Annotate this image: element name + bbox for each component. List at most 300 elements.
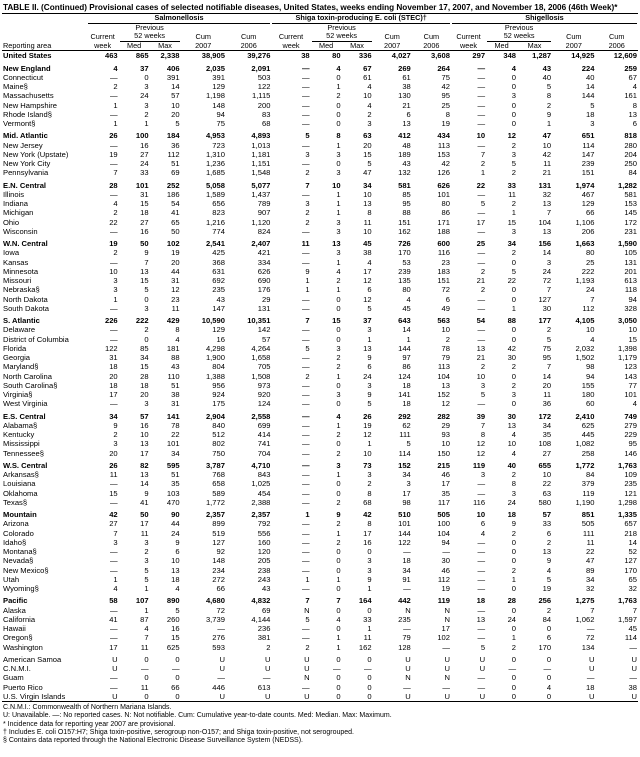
area-name: Wisconsin <box>3 226 38 236</box>
table-cell: 88 <box>402 208 411 218</box>
table-cell: 0 <box>546 624 552 634</box>
table-cell: 116 <box>437 248 450 258</box>
table-cell: 0 <box>511 371 517 381</box>
table-cell: 25 <box>476 239 486 249</box>
table-cell: 2,388 <box>251 497 271 507</box>
table-cell: 3 <box>480 380 486 390</box>
table-cell: 130 <box>398 91 411 101</box>
table-cell: 4,027 <box>391 51 411 61</box>
table-cell: 10 <box>476 510 486 520</box>
table-cell: 3 <box>367 470 372 480</box>
table-cell: — <box>302 399 310 409</box>
table-cell: 13 <box>363 199 372 209</box>
table-cell: 131 <box>624 257 637 267</box>
table-cell: 5 <box>480 642 486 652</box>
table-cell: 20 <box>140 390 149 400</box>
table-cell: 21 <box>476 353 486 363</box>
table-cell: 27 <box>140 217 149 227</box>
table-cell: 17 <box>109 390 118 400</box>
table-cell: 1,658 <box>251 353 271 363</box>
table-cell: 108 <box>538 439 552 449</box>
table-cell: 348 <box>503 51 517 61</box>
table-row <box>2 566 638 575</box>
area-name: Pacific <box>3 596 28 606</box>
table-cell: 1 <box>305 510 310 520</box>
table-cell: 0 <box>511 654 517 664</box>
table-cell: 78 <box>441 343 450 353</box>
table-cell: — <box>477 605 486 615</box>
table-cell: — <box>302 109 310 119</box>
table-cell: 2 <box>336 362 341 372</box>
table-cell: — <box>442 642 450 652</box>
table-cell: — <box>302 91 310 101</box>
table-cell: 0 <box>311 692 342 702</box>
group-salmonellosis: Salmonellosis <box>88 14 271 24</box>
table-cell: 3 <box>144 556 149 566</box>
table-cell: 5 <box>406 439 411 449</box>
table-cell: 0 <box>511 325 517 335</box>
table-cell: U <box>631 654 637 664</box>
table-cell: 69 <box>261 605 271 615</box>
table-cell: 238 <box>257 565 271 575</box>
table-cell: 19 <box>109 239 118 249</box>
table-cell: — <box>477 226 486 236</box>
table-cell: 24 <box>171 528 180 538</box>
table-cell: 2 <box>546 537 552 547</box>
table-cell: 17 <box>140 448 149 458</box>
table-cell: 2 <box>546 605 552 615</box>
table-cell: 0 <box>511 109 517 119</box>
table-cell: 1 <box>305 574 310 584</box>
table-cell: 4 <box>590 334 595 344</box>
table-cell: 114 <box>624 633 637 643</box>
area-name: Maryland§ <box>3 362 39 372</box>
table-cell: 6 <box>546 528 552 538</box>
table-cell: 91 <box>402 574 411 584</box>
table-cell: 8 <box>336 131 341 141</box>
table-cell: 1,900 <box>205 353 225 363</box>
table-cell: 161 <box>624 91 637 101</box>
table-row <box>2 606 638 615</box>
table-cell: 122 <box>398 537 411 547</box>
table-cell: 10 <box>586 325 595 335</box>
table-cell: 1 <box>144 584 149 594</box>
table-cell: — <box>403 624 411 634</box>
table-row <box>2 258 638 267</box>
table-cell: 206 <box>581 226 595 236</box>
table-cell: 0 <box>336 100 341 110</box>
area-name: Illinois <box>3 189 25 199</box>
area-name: Oklahoma <box>3 488 38 498</box>
table-cell: 84 <box>628 168 637 178</box>
table-cell: 1,025 <box>251 479 271 489</box>
table-cell: 34 <box>140 353 149 363</box>
table-cell: 2 <box>480 266 486 276</box>
table-cell: 3 <box>144 399 149 409</box>
table-row <box>2 538 638 547</box>
table-cell: — <box>302 226 310 236</box>
table-row <box>2 683 638 692</box>
table-cell: — <box>302 624 310 634</box>
table-cell: 226 <box>104 316 118 326</box>
table-cell: 22 <box>476 180 486 190</box>
table-cell: 3 <box>511 390 517 400</box>
area-name: W.S. Central <box>3 460 48 470</box>
table-cell: 4 <box>336 614 341 624</box>
table-cell: — <box>477 682 486 692</box>
table-cell: 235 <box>398 614 411 624</box>
table-cell: 92 <box>216 547 225 557</box>
table-cell: 2 <box>144 109 149 119</box>
table-cell: 1,597 <box>617 614 637 624</box>
table-cell: 34 <box>363 180 372 190</box>
table-cell: 2,541 <box>205 239 225 249</box>
table-cell: 3 <box>480 470 486 480</box>
table-row <box>2 479 638 488</box>
table-cell: 1,062 <box>575 614 595 624</box>
table-cell: 0 <box>336 565 341 575</box>
table-cell: 50 <box>140 239 149 249</box>
area-name: Tennessee§ <box>3 448 44 458</box>
table-cell: 4 <box>632 82 637 92</box>
table-cell: 80 <box>332 51 341 61</box>
table-cell: 15 <box>140 199 149 209</box>
table-cell: 973 <box>257 380 271 390</box>
table-cell: U <box>264 654 271 664</box>
table-cell: 3 <box>590 119 595 129</box>
area-name: S. Atlantic <box>3 316 40 326</box>
area-name: U.S. Virgin Islands <box>2 692 87 702</box>
table-cell: 104 <box>437 528 450 538</box>
table-cell: 215 <box>437 460 450 470</box>
area-name: California <box>3 614 36 624</box>
table-cell: 37 <box>140 63 149 73</box>
table-cell: 8 <box>480 430 486 440</box>
table-cell: 12 <box>476 448 486 458</box>
table-cell: 276 <box>212 633 225 643</box>
table-row <box>2 633 638 642</box>
table-cell: 442 <box>398 596 411 606</box>
table-row <box>2 498 638 507</box>
table-row <box>2 575 638 584</box>
table-row <box>2 430 638 439</box>
table-cell: 51 <box>171 159 180 169</box>
table-cell: 43 <box>402 159 411 169</box>
area-name: New Hampshire <box>3 100 58 110</box>
table-cell: 3,787 <box>205 460 225 470</box>
table-cell: 920 <box>257 390 271 400</box>
table-cell: — <box>477 584 486 594</box>
table-cell: 36 <box>171 140 180 150</box>
table-cell: 131 <box>257 303 271 313</box>
table-cell: 792 <box>257 519 271 529</box>
table-cell: 0 <box>336 109 341 119</box>
table-cell: 726 <box>398 239 411 249</box>
table-cell: 9 <box>546 556 552 566</box>
table-cell: 0 <box>367 682 372 692</box>
table-row <box>2 664 638 673</box>
table-row <box>2 267 638 276</box>
table-cell: — <box>110 303 118 313</box>
table-cell: 3 <box>336 217 341 227</box>
table-cell: 336 <box>358 51 372 61</box>
table-cell: 229 <box>624 430 637 440</box>
table-cell: 4,298 <box>205 343 225 353</box>
table-cell: 4 <box>367 82 372 92</box>
weeks52-label: 52 weeks <box>120 32 180 42</box>
table-cell: 1 <box>511 574 517 584</box>
table-cell: 23 <box>171 294 180 304</box>
table-cell: — <box>110 109 118 119</box>
year-2007-label: 2007 <box>552 42 595 51</box>
table-cell: 104 <box>437 371 450 381</box>
table-cell: 65 <box>628 574 637 584</box>
table-cell: 0 <box>150 692 181 702</box>
table-cell: 66 <box>216 584 225 594</box>
table-cell: 0 <box>511 82 517 92</box>
footnote: C.N.M.I.: Commonwealth of Northern Mariana Islands. <box>3 704 172 712</box>
table-cell: 18 <box>140 208 149 218</box>
table-cell: 15 <box>109 488 118 498</box>
table-cell: 200 <box>257 100 271 110</box>
area-name: Alaska <box>3 605 26 615</box>
table-cell: 4 <box>546 682 552 692</box>
table-cell: 150 <box>437 448 450 458</box>
table-cell: 145 <box>624 208 637 218</box>
table-cell: 5 <box>511 266 517 276</box>
table-row <box>2 295 638 304</box>
table-row <box>2 101 638 110</box>
table-cell: 6 <box>445 294 450 304</box>
area-name: New Jersey <box>3 140 43 150</box>
table-cell: 42 <box>507 343 517 353</box>
table-cell: — <box>302 448 310 458</box>
table-cell: 2,035 <box>205 63 225 73</box>
table-cell: 463 <box>104 51 118 61</box>
table-cell: — <box>110 91 118 101</box>
table-cell: 40 <box>507 460 517 470</box>
table-cell: 87 <box>140 614 149 624</box>
table-cell: 22 <box>507 276 517 286</box>
table-cell: 13 <box>140 266 149 276</box>
table-cell: 72 <box>542 276 552 286</box>
table-cell: 1 <box>336 82 341 92</box>
table-cell: 9 <box>511 519 517 529</box>
table-cell: 18 <box>402 399 411 409</box>
table-cell: — <box>477 109 486 119</box>
table-cell: 34 <box>586 574 595 584</box>
table-cell: 368 <box>212 257 225 267</box>
table-cell: 20 <box>363 140 372 150</box>
area-name: E.S. Central <box>3 411 46 421</box>
table-cell: 470 <box>166 497 180 507</box>
table-cell: 3 <box>367 119 372 129</box>
table-cell: 4,710 <box>251 460 271 470</box>
table-cell: — <box>302 303 310 313</box>
table-cell: 49 <box>441 303 450 313</box>
table-cell: — <box>110 189 118 199</box>
table-cell: 32 <box>628 584 637 594</box>
table-cell: 3 <box>511 149 517 159</box>
area-name: Idaho§ <box>3 537 27 547</box>
table-cell: 47 <box>542 131 552 141</box>
table-cell: 4,144 <box>251 614 271 624</box>
table-cell: 1 <box>336 208 341 218</box>
table-cell: 162 <box>398 226 411 236</box>
max-label: Max <box>517 42 552 51</box>
table-cell: 3,050 <box>617 316 637 326</box>
table-cell: 86 <box>402 362 411 372</box>
table-cell: 18 <box>109 380 118 390</box>
table-cell: 699 <box>257 420 271 430</box>
table-cell: 114 <box>398 448 411 458</box>
table-cell: 5 <box>305 614 310 624</box>
table-cell: — <box>302 159 310 169</box>
reporting-area-header: Reporting area <box>2 42 87 51</box>
table-cell: 3,739 <box>205 614 225 624</box>
area-name: Mid. Atlantic <box>3 131 48 141</box>
table-cell: — <box>302 362 310 372</box>
table-cell: — <box>302 189 310 199</box>
table-cell: 3 <box>113 285 118 295</box>
footnote: § Contains data reported through the National Electronic Disease Surveillance System (NEDSS). <box>3 737 303 745</box>
table-cell: 129 <box>212 82 225 92</box>
table-cell: 61 <box>363 72 372 82</box>
table-cell: 54 <box>171 199 180 209</box>
table-cell: 19 <box>171 248 180 258</box>
table-cell: 2 <box>480 159 486 169</box>
table-cell: 956 <box>212 380 225 390</box>
table-cell: 95 <box>441 91 450 101</box>
table-cell: 10 <box>332 180 341 190</box>
table-cell: 10,590 <box>201 316 225 326</box>
table-cell: 264 <box>437 63 450 73</box>
table-cell: — <box>477 72 486 82</box>
table-cell: 0 <box>336 439 341 449</box>
table-cell: 1 <box>113 100 118 110</box>
table-row <box>2 159 638 168</box>
table-cell: — <box>302 537 310 547</box>
table-cell: 8 <box>511 479 517 489</box>
table-cell: 1,236 <box>205 159 225 169</box>
table-cell: 0 <box>336 624 341 634</box>
table-cell: 153 <box>624 199 637 209</box>
table-cell: 5 <box>546 82 552 92</box>
table-cell: — <box>363 664 372 674</box>
table-cell: 13 <box>363 343 372 353</box>
year-2006-label: 2006 <box>226 42 271 51</box>
table-cell: 239 <box>581 159 595 169</box>
year-2006-label: 2006 <box>595 42 638 51</box>
table-cell: 104 <box>538 217 552 227</box>
table-cell: 98 <box>586 362 595 372</box>
table-cell: 26 <box>109 131 118 141</box>
table-cell: 3 <box>113 276 118 286</box>
area-name: Delaware <box>3 325 36 335</box>
table-cell: 9 <box>113 420 118 430</box>
table-cell: 19 <box>109 149 118 159</box>
table-row <box>2 655 638 664</box>
table-cell: 94 <box>216 109 225 119</box>
table-cell: 625 <box>581 420 595 430</box>
table-cell: 2,410 <box>575 411 595 421</box>
table-cell: 3 <box>144 82 149 92</box>
table-cell: 131 <box>538 180 552 190</box>
table-row <box>2 362 638 371</box>
table-cell: 94 <box>628 294 637 304</box>
table-cell: 239 <box>398 266 411 276</box>
disease-table <box>2 13 638 702</box>
table-cell: 22 <box>109 217 118 227</box>
table-cell: — <box>302 390 310 400</box>
table-cell: 80 <box>586 248 595 258</box>
table-cell: 5 <box>511 159 517 169</box>
table-cell: 33 <box>542 519 552 529</box>
table-cell: 10 <box>140 430 149 440</box>
area-name: C.N.M.I. <box>3 664 31 674</box>
table-cell: N <box>304 673 310 683</box>
table-cell: 147 <box>212 303 225 313</box>
table-cell: 2 <box>144 325 149 335</box>
week-label: week <box>87 42 119 51</box>
table-cell: 75 <box>441 72 450 82</box>
table-cell: 66 <box>586 208 595 218</box>
table-cell: 279 <box>624 420 637 430</box>
area-name: Colorado <box>3 528 34 538</box>
table-cell: 2 <box>113 248 118 258</box>
table-cell: 53 <box>402 257 411 267</box>
table-cell: 147 <box>581 149 595 159</box>
table-cell: 111 <box>582 528 595 538</box>
table-cell: 890 <box>166 596 180 606</box>
table-cell: 2 <box>336 353 341 363</box>
table-cell: 45 <box>363 239 372 249</box>
table-cell: 1 <box>367 334 372 344</box>
table-row <box>2 218 638 227</box>
table-cell: U <box>112 654 118 664</box>
table-cell: U <box>304 664 310 674</box>
table-cell: 1 <box>336 574 341 584</box>
table-cell: 10 <box>441 325 450 335</box>
table-cell: — <box>110 682 118 692</box>
table-cell: 25 <box>586 257 595 267</box>
table-cell: 41 <box>109 614 118 624</box>
table-cell: 72 <box>586 633 595 643</box>
table-cell: 69 <box>171 168 180 178</box>
table-cell: 26 <box>109 460 118 470</box>
table-cell: 2 <box>113 430 118 440</box>
table-cell: 4,953 <box>205 131 225 141</box>
table-cell: 142 <box>257 325 271 335</box>
table-cell: 86 <box>441 208 450 218</box>
area-name: W.N. Central <box>3 239 48 249</box>
table-cell: 14 <box>542 371 552 381</box>
table-cell: — <box>110 257 118 267</box>
table-cell: 0 <box>336 488 341 498</box>
table-row <box>2 353 638 362</box>
table-cell: 13 <box>171 565 180 575</box>
table-row <box>2 529 638 538</box>
table-cell: 5 <box>546 574 552 584</box>
table-cell: 51 <box>171 470 180 480</box>
table-cell: 6 <box>367 285 372 295</box>
table-row <box>2 412 638 421</box>
table-cell: 42 <box>109 510 118 520</box>
area-name: Kentucky <box>3 430 35 440</box>
table-cell: 20 <box>109 448 118 458</box>
table-cell: 0 <box>342 692 373 702</box>
table-cell: 789 <box>257 199 271 209</box>
